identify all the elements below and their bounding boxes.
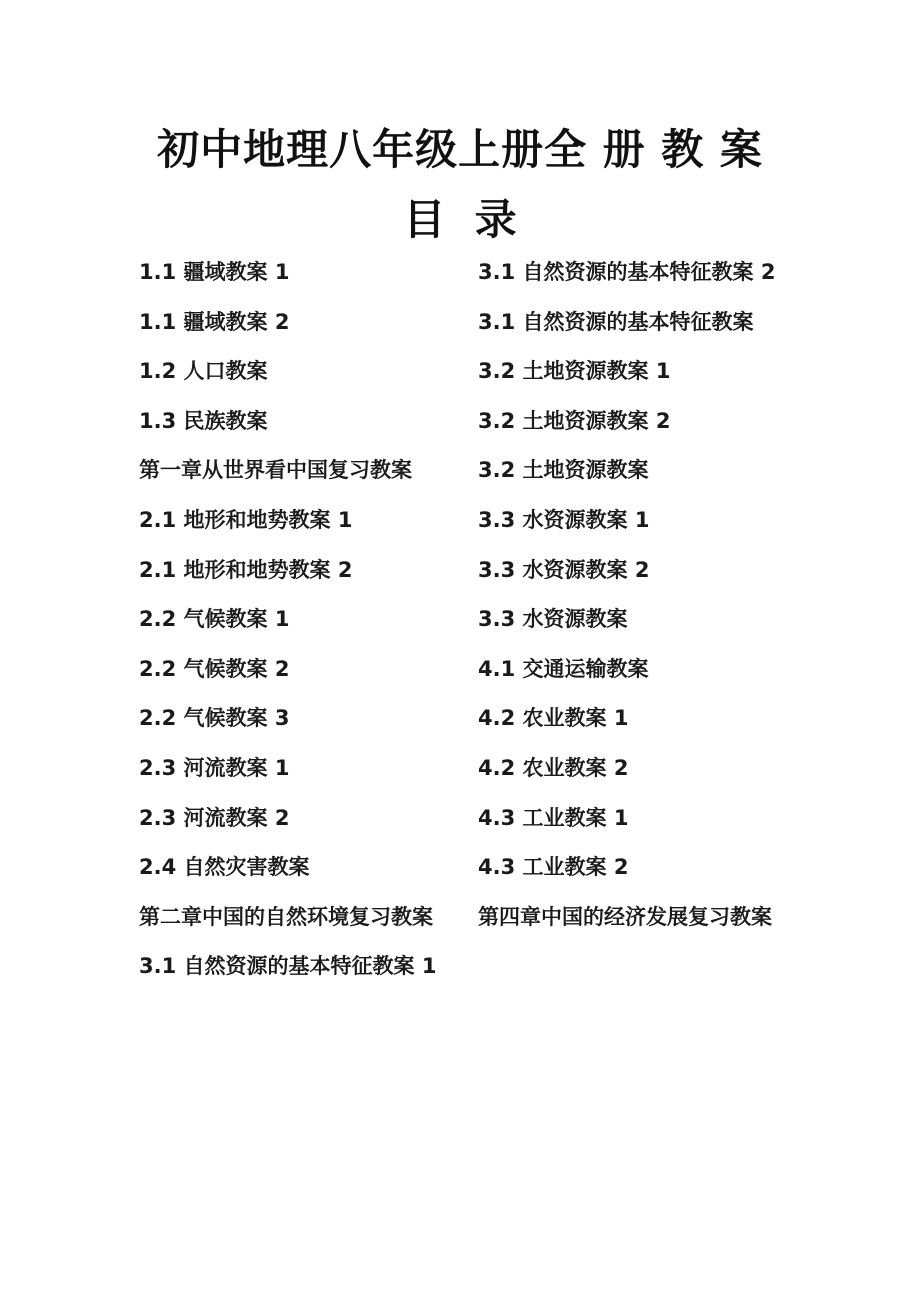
toc-entry[interactable]: 2.4 自然灾害教案 — [139, 855, 310, 880]
toc-entry[interactable]: 第一章从世界看中国复习教案 — [139, 458, 412, 483]
toc-entry[interactable]: 第二章中国的自然环境复习教案 — [139, 904, 433, 929]
toc-left-column — [139, 255, 469, 999]
toc-entry[interactable]: 4.2 农业教案 2 — [478, 755, 629, 780]
toc-entry[interactable]: 3.3 水资源教案 — [478, 607, 628, 632]
toc-entry[interactable]: 2.3 河流教案 2 — [139, 805, 290, 830]
toc-entry[interactable]: 2.3 河流教案 1 — [139, 755, 290, 780]
toc-entry[interactable]: 4.3 工业教案 2 — [478, 855, 629, 880]
toc-entry[interactable]: 1.1 疆域教案 1 — [139, 260, 290, 284]
toc-heading: 目 录 — [403, 195, 517, 244]
document-title: 初中地理八年级上册全 册 教 案 — [157, 125, 763, 174]
toc-entry[interactable]: 4.1 交通运输教案 — [478, 656, 649, 681]
toc-entry[interactable]: 3.1 自然资源的基本特征教案 2 — [478, 260, 776, 284]
toc-entry[interactable]: 1.2 人口教案 — [139, 359, 268, 384]
toc-entry[interactable]: 3.2 土地资源教案 — [478, 458, 649, 483]
toc-entry[interactable]: 3.2 土地资源教案 2 — [478, 408, 671, 433]
toc-entry[interactable]: 3.3 水资源教案 2 — [478, 557, 650, 582]
toc-entry[interactable]: 2.2 气候教案 1 — [139, 607, 290, 632]
toc-entry[interactable]: 3.2 土地资源教案 1 — [478, 359, 671, 384]
toc-entry[interactable]: 3.1 自然资源的基本特征教案 1 — [139, 954, 437, 979]
toc-entry[interactable]: 2.2 气候教案 3 — [139, 706, 290, 731]
toc-entry[interactable]: 4.2 农业教案 1 — [478, 706, 629, 731]
toc-entry[interactable]: 第四章中国的经济发展复习教案 — [478, 904, 772, 929]
toc-entry[interactable]: 2.1 地形和地势教案 1 — [139, 507, 353, 532]
toc-entry[interactable]: 3.3 水资源教案 1 — [478, 507, 650, 532]
toc-entry[interactable]: 3.1 自然资源的基本特征教案 — [478, 309, 754, 334]
toc-entry[interactable]: 2.2 气候教案 2 — [139, 656, 290, 681]
toc-entry[interactable]: 1.3 民族教案 — [139, 408, 268, 433]
toc-entry[interactable]: 2.1 地形和地势教案 2 — [139, 557, 353, 582]
toc-entry[interactable]: 1.1 疆域教案 2 — [139, 309, 290, 334]
toc-right-column — [478, 255, 808, 949]
toc-entry[interactable]: 4.3 工业教案 1 — [478, 805, 629, 830]
